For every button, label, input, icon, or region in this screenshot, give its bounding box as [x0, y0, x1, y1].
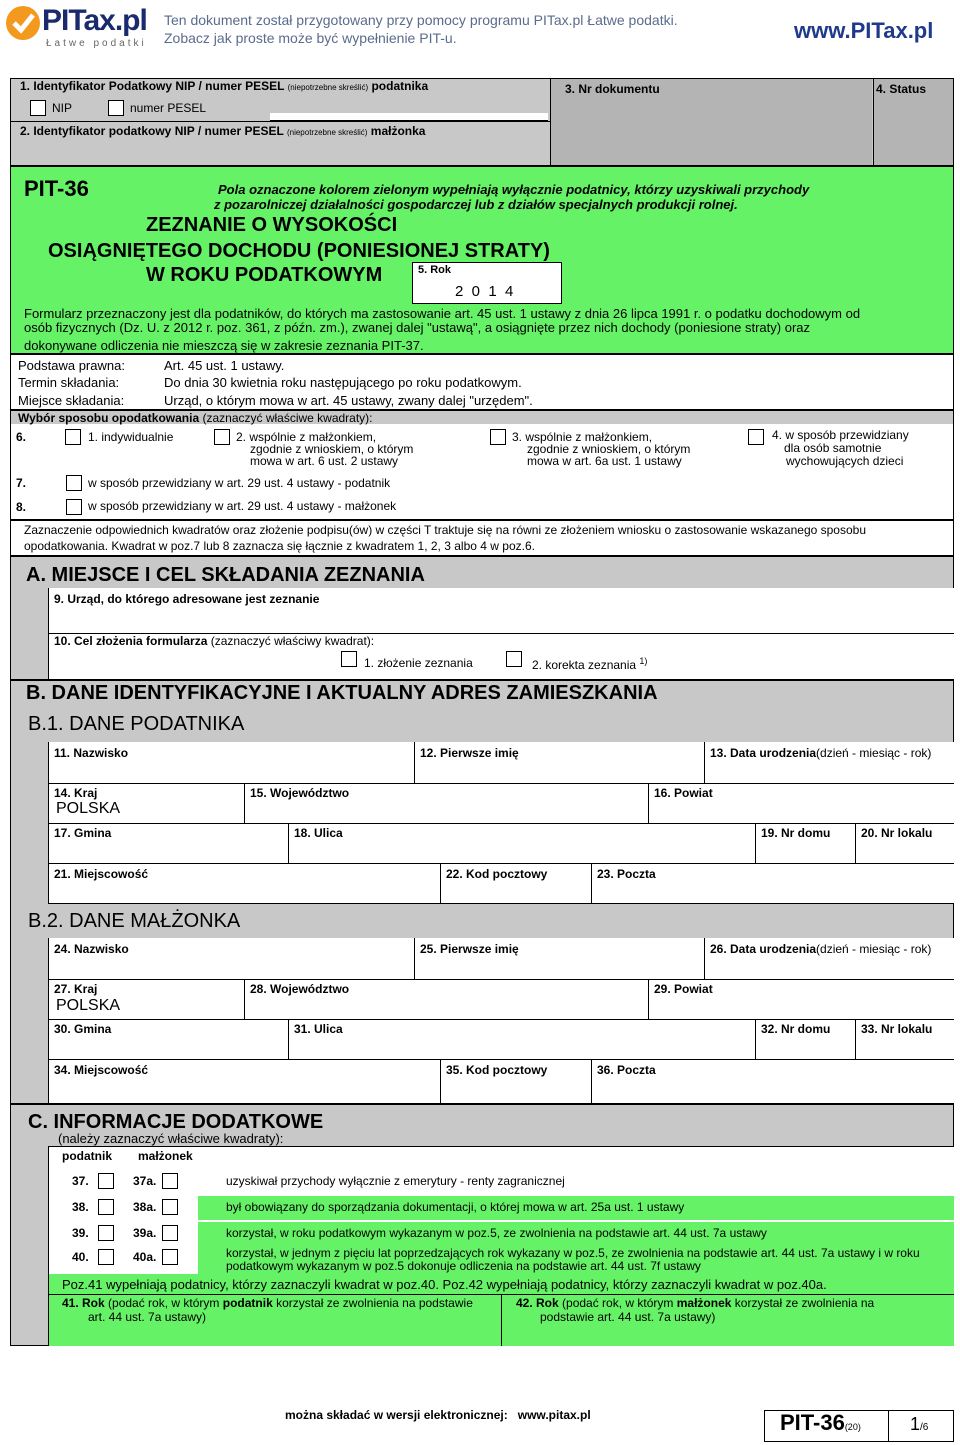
row-39-text: korzystał, w roku podatkowym wykazanym w poz.5, ze zwolnienia na podstawie art. 44 ust. 7a ustawy — [226, 1226, 767, 1240]
field-22-label: 22. Kod pocztowy — [446, 867, 548, 881]
field-1-label: 1. Identyfikator Podatkowy NIP / numer PESEL (niepotrzebne skreślić) podatnika — [20, 79, 429, 93]
field-13-label: 13. Data urodzenia(dzień - miesiąc - rok) — [710, 746, 932, 760]
footer-page-divider — [888, 1410, 889, 1442]
pesel-checkbox[interactable] — [108, 100, 124, 116]
field-21-label: 21. Miejscowość — [54, 867, 149, 881]
option-4-line1: 4. w sposób przewidziany — [772, 428, 909, 442]
footer-url[interactable]: www.pitax.pl — [517, 1408, 591, 1422]
field-31-label: 31. Ulica — [294, 1022, 343, 1036]
row-40-num: 40. — [72, 1250, 89, 1264]
purpose-1-checkbox[interactable] — [341, 651, 357, 667]
field-31[interactable] — [288, 1020, 755, 1060]
row-38-num: 38. — [72, 1200, 89, 1214]
legal-label-2: Termin składania: — [18, 375, 120, 390]
field-3-label: 3. Nr dokumentu — [565, 82, 660, 96]
field-29-label: 29. Powiat — [654, 982, 713, 996]
field-36-label: 36. Poczta — [597, 1063, 656, 1077]
field-4-label: 4. Status — [876, 82, 927, 96]
row-39-num: 39. — [72, 1226, 89, 1240]
option-1-label: 1. indywidualnie — [88, 430, 174, 444]
field-17-label: 17. Gmina — [54, 826, 112, 840]
option-3-line1: 3. wspólnie z małżonkiem, — [512, 430, 653, 444]
option-3-checkbox[interactable] — [490, 429, 506, 445]
row-6-num: 6. — [16, 430, 27, 444]
field-23-label: 23. Poczta — [597, 867, 656, 881]
section-b2-title: B.2. DANE MAŁŻONKA — [28, 910, 241, 932]
field-33-label: 33. Nr lokalu — [861, 1022, 933, 1036]
option-4-line3: wychowujących dzieci — [786, 454, 904, 468]
option-1-checkbox[interactable] — [65, 429, 81, 445]
field-11-label: 11. Nazwisko — [54, 746, 129, 760]
field-12-label: 12. Pierwsze imię — [420, 746, 519, 760]
option-8-checkbox[interactable] — [66, 499, 82, 515]
form-desc-2: osób fizycznych (Dz. U. z 2012 r. poz. 361, z późn. zm.), zwanej dalej "ustawą", a osiągnięte przez nich dochody (poniesione straty) oraz — [24, 320, 811, 335]
purpose-2-label: 2. korekta zeznania $^{1)}$ — [532, 656, 648, 672]
row-38-text: był obowiązany do sporządzania dokumentacji, o której mowa w art. 25a ust. 1 ustawy — [226, 1200, 685, 1214]
field-1-divider — [11, 121, 550, 122]
field-25-label: 25. Pierwsze imię — [420, 942, 519, 956]
field-27-label: 27. Kraj — [54, 982, 98, 996]
logo-check-icon — [6, 6, 40, 40]
option-2-checkbox[interactable] — [214, 429, 230, 445]
year-label: 5. Rok — [418, 264, 452, 276]
option-7-checkbox[interactable] — [66, 475, 82, 491]
option-2-line1: 2. wspólnie z małżonkiem, — [236, 430, 377, 444]
legal-value-1: Art. 45 ust. 1 ustawy. — [164, 358, 285, 373]
row-39a-num: 39a. — [133, 1226, 157, 1240]
field-28-label: 28. Województwo — [250, 982, 350, 996]
green-note-1: Pola oznaczone kolorem zielonym wypełniają wyłącznie podatnicy, którzy uzyskiwali przychody — [218, 182, 810, 197]
row-37a-checkbox[interactable] — [162, 1173, 178, 1189]
row-40a-checkbox[interactable] — [162, 1249, 178, 1265]
row-7-num: 7. — [16, 476, 27, 490]
field-27-value: POLSKA — [56, 997, 121, 1014]
title-line-3: W ROKU PODATKOWYM — [146, 264, 383, 286]
row-40-text-2: podatkowym wykazanym w poz.5 dokonuje odliczenia na podstawie art. 44 ust. 7f ustawy — [226, 1259, 701, 1273]
row-38-checkbox[interactable] — [98, 1199, 114, 1215]
year-value: 2 0 1 4 — [455, 283, 514, 300]
field-16-label: 16. Powiat — [654, 786, 713, 800]
nip-checkbox[interactable] — [30, 100, 46, 116]
legal-label-1: Podstawa prawna: — [18, 358, 125, 373]
legal-label-3: Miejsce składania: — [18, 393, 125, 408]
office-label: 9. Urząd, do którego adresowane jest zeznanie — [54, 592, 320, 606]
logo-subtitle: Łatwe podatki — [46, 38, 147, 49]
row-40-text-1: korzystał, w jednym z pięciu lat poprzedzających rok wykazany w poz.5, ze zwolnienia na podstawie art. 44 ust. 7a ustawy i w roku — [226, 1246, 920, 1260]
green-note-2: z pozarolniczej działalności gospodarczej lub z działów specjalnych produkcji rolnej. — [214, 197, 738, 212]
row-8-num: 8. — [16, 500, 27, 514]
option-4-checkbox[interactable] — [748, 429, 764, 445]
field-14-value: POLSKA — [56, 800, 121, 817]
choice-note-2: opodatkowania. Kwadrat w poz.7 lub 8 zaznacza się łącznie z kwadratem 1, 2, 3 albo 4 w poz.6. — [24, 539, 535, 553]
option-2-line2: zgodnie z wnioskiem, o którym — [250, 442, 414, 456]
info-41-42: Poz.41 wypełniają podatnicy, którzy zaznaczyli kwadrat w poz.40. Poz.42 wypełniają podatnicy, którzy zaznaczyli kwadrat w poz.40a. — [62, 1277, 827, 1292]
col-malzonek: małżonek — [138, 1149, 193, 1163]
row-40-checkbox[interactable] — [98, 1249, 114, 1265]
row-37-num: 37. — [72, 1174, 89, 1188]
pesel-label: numer PESEL — [130, 101, 207, 115]
logo — [6, 4, 151, 50]
form-code: PIT-36 — [24, 176, 89, 201]
title-line-2: OSIĄGNIĘTEGO DOCHODU (PONIESIONEJ STRATY) — [48, 240, 550, 262]
field-18-label: 18. Ulica — [294, 826, 343, 840]
section-b-title: B. DANE IDENTYFIKACYJNE I AKTUALNY ADRES ZAMIESZKANIA — [26, 682, 658, 704]
purpose-label: 10. Cel złożenia formularza (zaznaczyć właściwy kwadrat): — [54, 634, 375, 648]
row-37-text: uzyskiwał przychody wyłącznie z emerytury - renty zagranicznej — [226, 1174, 565, 1188]
field-2-label: 2. Identyfikator podatkowy NIP / numer PESEL (niepotrzebne skreślić) małżonka — [20, 124, 426, 138]
footer-e-filing: można składać w wersji elektronicznej: www.pitax.pl — [285, 1408, 591, 1422]
footer-form-code: PIT-36(20) — [780, 1410, 861, 1435]
field-41-label-1: 41. Rok (podać rok, w którym podatnik korzystał ze zwolnienia na podstawie — [62, 1296, 473, 1310]
col-podatnik: podatnik — [62, 1149, 112, 1163]
row-38a-num: 38a. — [133, 1200, 157, 1214]
id-input-line[interactable] — [270, 113, 548, 121]
row-37a-num: 37a. — [133, 1174, 157, 1188]
header-note-2: Zobacz jak proste może być wypełnienie PIT-u. — [164, 30, 457, 46]
field-20-label: 20. Nr lokalu — [861, 826, 933, 840]
section-a-title: A. MIEJSCE I CEL SKŁADANIA ZEZNANIA — [26, 564, 425, 586]
field-24-label: 24. Nazwisko — [54, 942, 129, 956]
field-34-label: 34. Miejscowość — [54, 1063, 149, 1077]
purpose-2-checkbox[interactable] — [506, 651, 522, 667]
row-39-checkbox[interactable] — [98, 1225, 114, 1241]
logo-text: PITax.pl — [42, 4, 147, 37]
legal-value-3: Urząd, o którym mowa w art. 45 ustawy, zwany dalej "urzędem". — [164, 393, 533, 408]
field-42-label-2: podstawie art. 44 ust. 7a ustawy) — [540, 1310, 716, 1324]
footer-page-number: 1/6 — [910, 1414, 929, 1434]
taxation-title: Wybór sposobu opodatkowania (zaznaczyć właściwe kwadraty): — [18, 411, 373, 425]
option-8-label: w sposób przewidziany w art. 29 ust. 4 ustawy - małżonek — [88, 499, 397, 513]
field-14-label: 14. Kraj — [54, 786, 98, 800]
field-26-label: 26. Data urodzenia(dzień - miesiąc - rok) — [710, 942, 932, 956]
row-40a-num: 40a. — [133, 1250, 157, 1264]
nip-label: NIP — [52, 101, 73, 115]
option-3-line2: zgodnie z wnioskiem, o którym — [527, 442, 691, 456]
field-41-label-2: art. 44 ust. 7a ustawy) — [88, 1310, 207, 1324]
header-site-link[interactable]: www.PITax.pl — [794, 18, 934, 43]
field-18[interactable] — [288, 824, 755, 864]
section-b1-title: B.1. DANE PODATNIKA — [28, 713, 245, 735]
section-c-title: C. INFORMACJE DODATKOWE — [28, 1111, 324, 1133]
option-4-line2: dla osób samotnie — [784, 441, 882, 455]
form-desc-1: Formularz przeznaczony jest dla podatników, do których ma zastosowanie art. 45 ust. 1 ustawy z dnia 26 lipca 1991 r. o podatku dochodowym od — [24, 306, 861, 321]
row-38a-checkbox[interactable] — [162, 1199, 178, 1215]
field-15-label: 15. Województwo — [250, 786, 350, 800]
header-note-1: Ten dokument został przygotowany przy pomocy programu PITax.pl Łatwe podatki. — [164, 12, 678, 28]
option-2-line3: mowa w art. 6 ust. 2 ustawy — [250, 454, 399, 468]
purpose-1-label: 1. złożenie zeznania — [364, 656, 473, 670]
title-line-1: ZEZNANIE O WYSOKOŚCI — [146, 214, 398, 236]
field-19-label: 19. Nr domu — [761, 826, 831, 840]
section-c-note: (należy zaznaczyć właściwe kwadraty): — [58, 1131, 284, 1146]
choice-note-1: Zaznaczenie odpowiednich kwadratów oraz złożenie podpisu(ów) w części T traktuje się na równi ze złożeniem wniosku o zastosowanie wskazanego sposobu — [24, 523, 866, 537]
field-30-label: 30. Gmina — [54, 1022, 112, 1036]
legal-value-2: Do dnia 30 kwietnia roku następującego po roku podatkowym. — [164, 375, 522, 390]
option-7-label: w sposób przewidziany w art. 29 ust. 4 ustawy - podatnik — [88, 476, 391, 490]
field-42-label-1: 42. Rok (podać rok, w którym małżonek korzystał ze zwolnienia na — [516, 1296, 875, 1310]
row-37-checkbox[interactable] — [98, 1173, 114, 1189]
option-3-line3: mowa w art. 6a ust. 1 ustawy — [527, 454, 682, 468]
field-32-label: 32. Nr domu — [761, 1022, 831, 1036]
field-35-label: 35. Kod pocztowy — [446, 1063, 548, 1077]
row-39a-checkbox[interactable] — [162, 1225, 178, 1241]
form-desc-3: dokonywane odliczenia nie mieszczą się w zakresie zeznania PIT-37. — [24, 338, 424, 353]
